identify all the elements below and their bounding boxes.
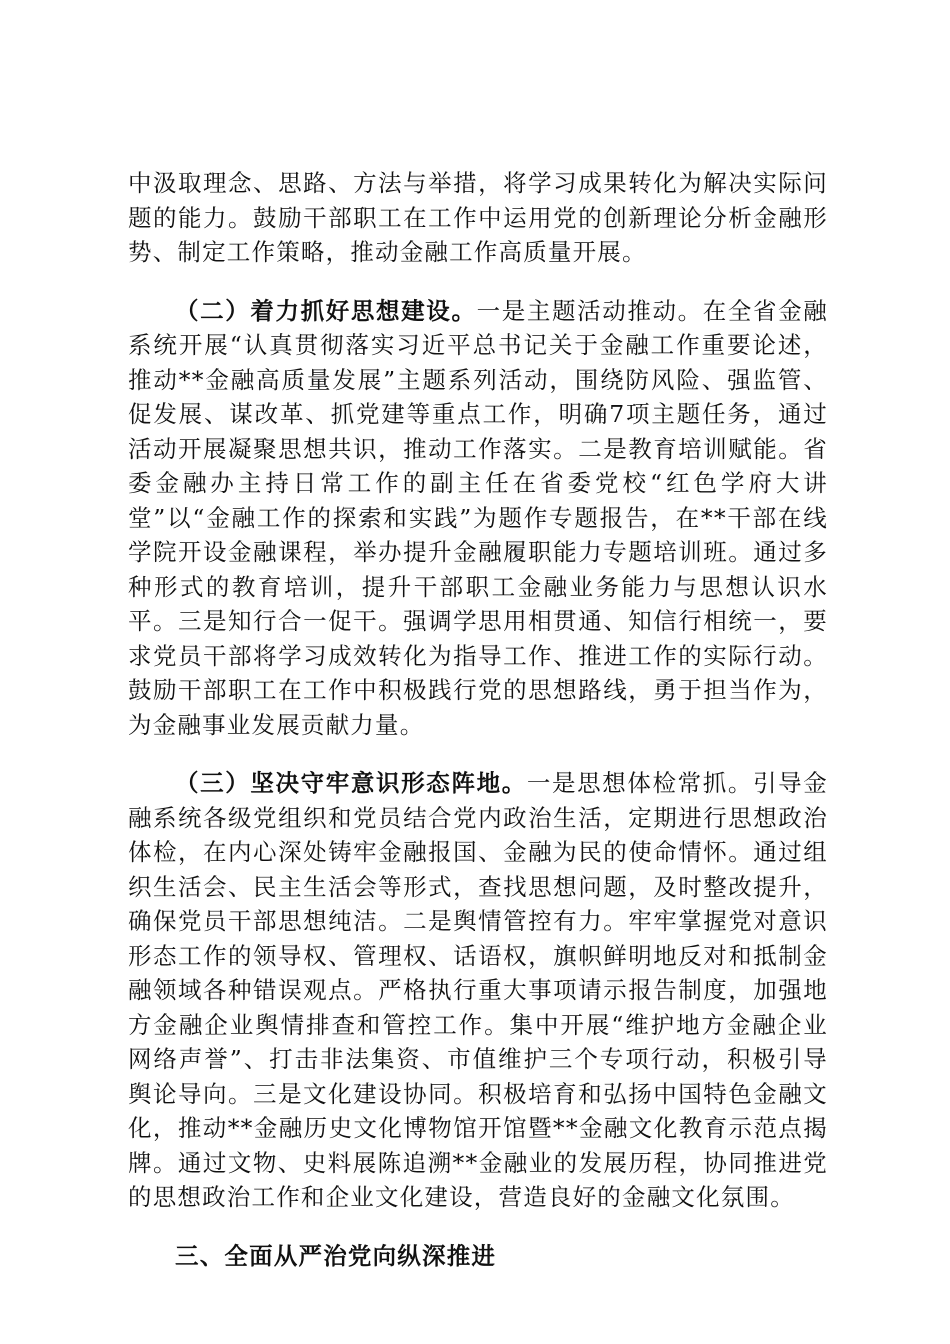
paragraph-continuation — [128, 166, 828, 270]
paragraph-text: 一是思想体检常抓。引导金融系统各级党组织和党员结合党内政治生活，定期进行思想政治体检，在内心深处铸牢金融报国、金融为民的使命情怀。通过组织生活会、民主生活会等形式，查找思想问题，及时整改提升，确保党员干部思想纯洁。二是舆情管控有力。牢牢掌握党对意识形态工作的领导权、管理权、话语权，旗帜鲜明地反对和抵制金融领域各种错误观点。严格执行重大事项请示报告制度，加强地方金融企业舆情排查和管控工作。集中开展“维护地方金融企业网络声誉”、打击非法集资、市值维护三个专项行动，积极引导舆论导向。三是文化建设协同。积极培育和弘扬中国特色金融文化，推动**金融历史文化博物馆开馆暨**金融文化教育示范点揭牌。通过文物、史料展陈追溯**金融业的发展历程，协同推进党的思想政治工作和企业文化建设，营造良好的金融文化氛围。 — [128, 769, 828, 1211]
paragraph-ideological-building — [128, 294, 828, 743]
section-heading-3: 三、全面从严治党向纵深推进 — [175, 1241, 497, 1270]
paragraph-ideology-front — [128, 766, 828, 1215]
paragraph-text: 一是主题活动推动。在全省金融系统开展“认真贯彻落实习近平总书记关于金融工作重要论述，推动**金融高质量发展”主题系列活动，围绕防风险、强监管、促发展、谋改革、抓党建等重点工作，明确7项主题任务，通过活动开展凝聚思想共识，推动工作落实。二是教育培训赋能。省委金融办主持日常工作的副主任在省委党校“红色学府大讲堂”以“金融工作的探索和实践”为题作专题报告，在**干部在线学院开设金融课程，举办提升金融履职能力专题培训班。通过多种形式的教育培训，提升干部职工金融业务能力与思想认识水平。三是知行合一促干。强调学思用相贯通、知信行相统一，要求党员干部将学习成效转化为指导工作、推进工作的实际行动。鼓励干部职工在工作中积极践行党的思想路线，勇于担当作为，为金融事业发展贡献力量。 — [128, 296, 828, 739]
subsection-heading-3: （三）坚决守牢意识形态阵地。 — [175, 769, 527, 797]
document-body — [128, 166, 828, 1273]
paragraph-text: 中汲取理念、思路、方法与举措，将学习成果转化为解决实际问题的能力。鼓励干部职工在工作中运用党的创新理论分析金融形势、制定工作策略，推动金融工作高质量开展。 — [128, 169, 828, 266]
subsection-heading-2: （二）着力抓好思想建设。 — [175, 296, 477, 325]
